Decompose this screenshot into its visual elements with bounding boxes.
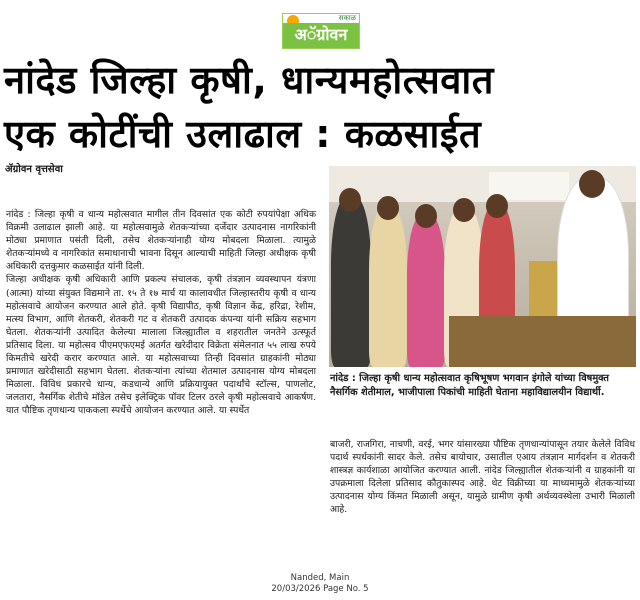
photo-head — [579, 170, 605, 198]
photo-caption: नांदेड : जिल्हा कृषी धान्य महोत्सवात कृषिभूषण भगवान इंगोले यांच्या विषमुक्त नैसर्गिक शेतीमाल, भाजीपाला पिकांची माहिती घेताना महाविद्यालयीन विद्यार्थी. — [330, 373, 610, 398]
photo-head — [415, 204, 437, 228]
footer-edition: Nanded, Main — [290, 573, 350, 583]
news-photo — [329, 166, 636, 367]
agrowon-logo — [282, 13, 360, 49]
photo-display-table — [449, 316, 636, 367]
headline-line-1: नांदेड जिल्हा कृषी, धान्यमहोत्सवात — [4, 58, 494, 102]
logo-brand: सकाळ — [338, 14, 356, 22]
photo-person — [369, 206, 407, 367]
photo-person — [407, 214, 445, 367]
photo-head — [453, 198, 475, 222]
footer-date-page: 20/03/2026 Page No. 5 — [271, 584, 369, 594]
photo-person — [331, 196, 371, 367]
article-column-2: बाजरी, राजगिरा, नाचणी, वरई, भगर यांसारख्या पौष्टिक तृणधान्यांपासून तयार केलेले विविध पदार्थ स्पर्धकांनी सादर केले. तसेच बायोचार, उसातील एआय तंत्रज्ञान मार्गदर्शन व शेतकरी शास्त्रज्ञ कार्यशाळा आयोजित करण्यात आली. नांदेड जिल्ह्यातील शेतकऱ्यांनी व ग्राहकांनी या उपक्रमाला दिलेला प्रतिसाद कौतुकास्पद आहे. थेट विक्रीच्या या माध्यमामुळे शेतकऱ्यांच्या उत्पादनास योग्य किंमत मिळाली असून, यामुळे ग्रामीण कृषी अर्थव्यवस्थेला उभारी मिळाली आहे. — [330, 439, 635, 516]
article-column-1: नांदेड : जिल्हा कृषी व धान्य महोत्सवात मागील तीन दिवसांत एक कोटी रुपयांपेक्षा अधिक विक्रमी उलाढाल झाली आहे. या महोत्सवामुळे शेतकऱ्यांच्या दर्जेदार उत्पादनास नागरिकांनी मोठ्या प्रमाणात पसंती दिली, तसेच शेतकऱ्यांनाही योग्य मोबदला मिळाला. त्यामुळे शेतकऱ्यांमध्ये व नागरिकांत समाधानाची भावना दिसून आल्याची माहिती जिल्हा अधीक्षक कृषी अधिकारी दत्तकुमार कळसाईत यांनी दिली. जिल्हा अधीक्षक कृषी अधिकारी आणि प्रकल्प संचालक, कृषी तंत्रज्ञान व्यवस्थापन यंत्रणा (आत्मा) यांच्या संयुक्त विद्यमाने ता. १५ ते १७ मार्च या कालावधीत जिल्हास्तरीय कृषी व धान्य महोत्सवाचे आयोजन करण्यात आले होते. कृषी विद्यापीठ, कृषी विज्ञान केंद्र, हरिद्रा, रेशीम, मत्स्य विभाग, आणि शेतकरी, शेतकरी गट व शेतकरी उत्पादक कंपन्या यांनी सक्रिय सहभाग घेतला. शेतकऱ्यांनी उत्पादित केलेल्या मालाला जिल्ह्यातील व शहरातील जनतेने उत्स्फूर्त प्रतिसाद दिला. या महोत्सव पीएमएफएमई अतर्गत खरेदीदार विक्रेता संमेलनात ५५ लाख रुपये किमतीचे खरेदी करार करण्यात आले. या महोत्सवाच्या तिन्ही दिवसांत ग्राहकांनी मोठ्या प्रमाणात खरेदीसाठी सहभाग घेतला. शेतकऱ्यांना त्यांच्या शेतमाल उत्पादनास योग्य मोबदला मिळाला. विविध प्रकारचे धान्य, कडधान्ये आणि प्रक्रियायुक्त पदार्थांचे स्टॉल्स, पाणलोट, जलतारा, नैसर्गिक शेतीचे मॉडेल तसेच इलेक्ट्रिक पॉवर टिलर ठरले कृषी महोत्सवाचे आकर्षण. यात पौष्टिक तृणधान्य पाककला स्पर्धेचे आयोजन करण्यात आले. या स्पर्धेत — [6, 209, 316, 417]
photo-head — [339, 188, 361, 212]
page-footer — [0, 573, 640, 595]
photo-head — [377, 196, 399, 220]
headline-line-2: एक कोटींची उलाढाल : कळसाईत — [4, 112, 482, 156]
logo-name: अॅग्रोवन — [294, 25, 348, 44]
byline: ॲग्रोवन वृत्तसेवा — [5, 164, 63, 175]
photo-head — [486, 194, 508, 218]
